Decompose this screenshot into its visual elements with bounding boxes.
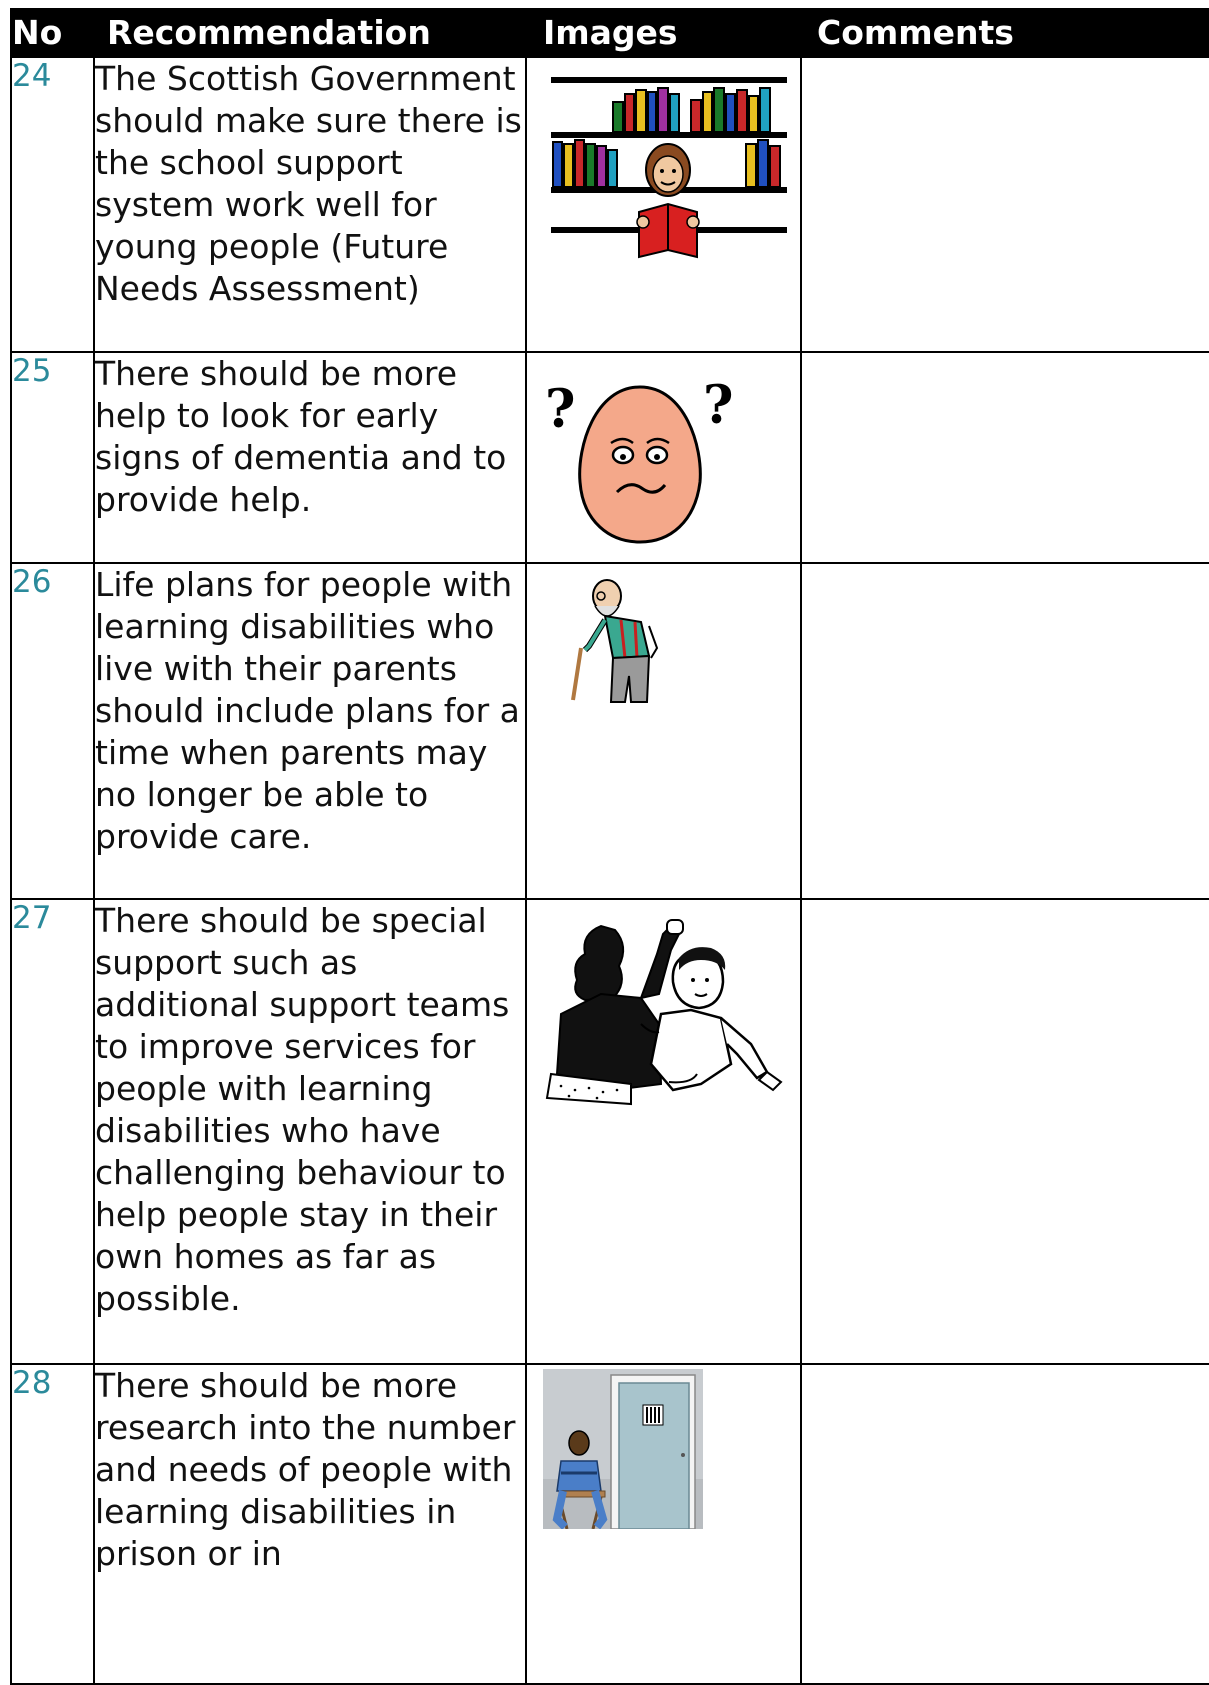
- comments-cell: [801, 1364, 1209, 1684]
- recommendation-text: Life plans for people with learning disabilities who live with their parents should include plans for a time when parents may no longer be able to provide care.: [94, 563, 526, 899]
- image-cell: [526, 352, 801, 563]
- comments-cell: [801, 563, 1209, 899]
- svg-text:?: ?: [545, 379, 576, 440]
- challenging-behaviour-icon: [541, 914, 786, 1124]
- image-cell: [526, 563, 801, 899]
- row-number: 26: [11, 563, 94, 899]
- header-recommendation: Recommendation: [94, 9, 526, 57]
- image-cell: [526, 57, 801, 352]
- confused-face-icon: [545, 367, 735, 547]
- table-row: [11, 57, 1209, 352]
- recommendation-text: The Scottish Government should make sure there is the school support system work well for young people (Future Needs Assessment): [94, 57, 526, 352]
- comments-cell: [801, 352, 1209, 563]
- header-images: Images: [526, 9, 801, 57]
- comments-cell: [801, 899, 1209, 1364]
- recommendation-text: There should be more help to look for early signs of dementia and to provide help.: [94, 352, 526, 563]
- image-cell: [526, 899, 801, 1364]
- table-row: [11, 899, 1209, 1364]
- prison-cell-icon: [543, 1369, 703, 1529]
- recommendation-text: There should be special support such as additional support teams to improve services for people with learning disabilities who have challenging behaviour to help people stay in their own homes as far as possible.: [94, 899, 526, 1364]
- row-number: 25: [11, 352, 94, 563]
- header-row: [11, 9, 1209, 57]
- comments-cell: [801, 57, 1209, 352]
- recommendations-table: [10, 8, 1209, 1685]
- header-comments: Comments: [801, 9, 1209, 57]
- recommendation-text: There should be more research into the number and needs of people with learning disabilities in prison or in: [94, 1364, 526, 1684]
- image-cell: [526, 1364, 801, 1684]
- row-number: 24: [11, 57, 94, 352]
- elderly-man-cane-icon: [565, 576, 675, 704]
- table-row: [11, 563, 1209, 899]
- table-row: [11, 1364, 1209, 1684]
- table-row: [11, 352, 1209, 563]
- librarian-reading-icon: [551, 72, 787, 262]
- svg-text:?: ?: [703, 375, 734, 436]
- row-number: 28: [11, 1364, 94, 1684]
- row-number: 27: [11, 899, 94, 1364]
- header-no: No: [11, 9, 94, 57]
